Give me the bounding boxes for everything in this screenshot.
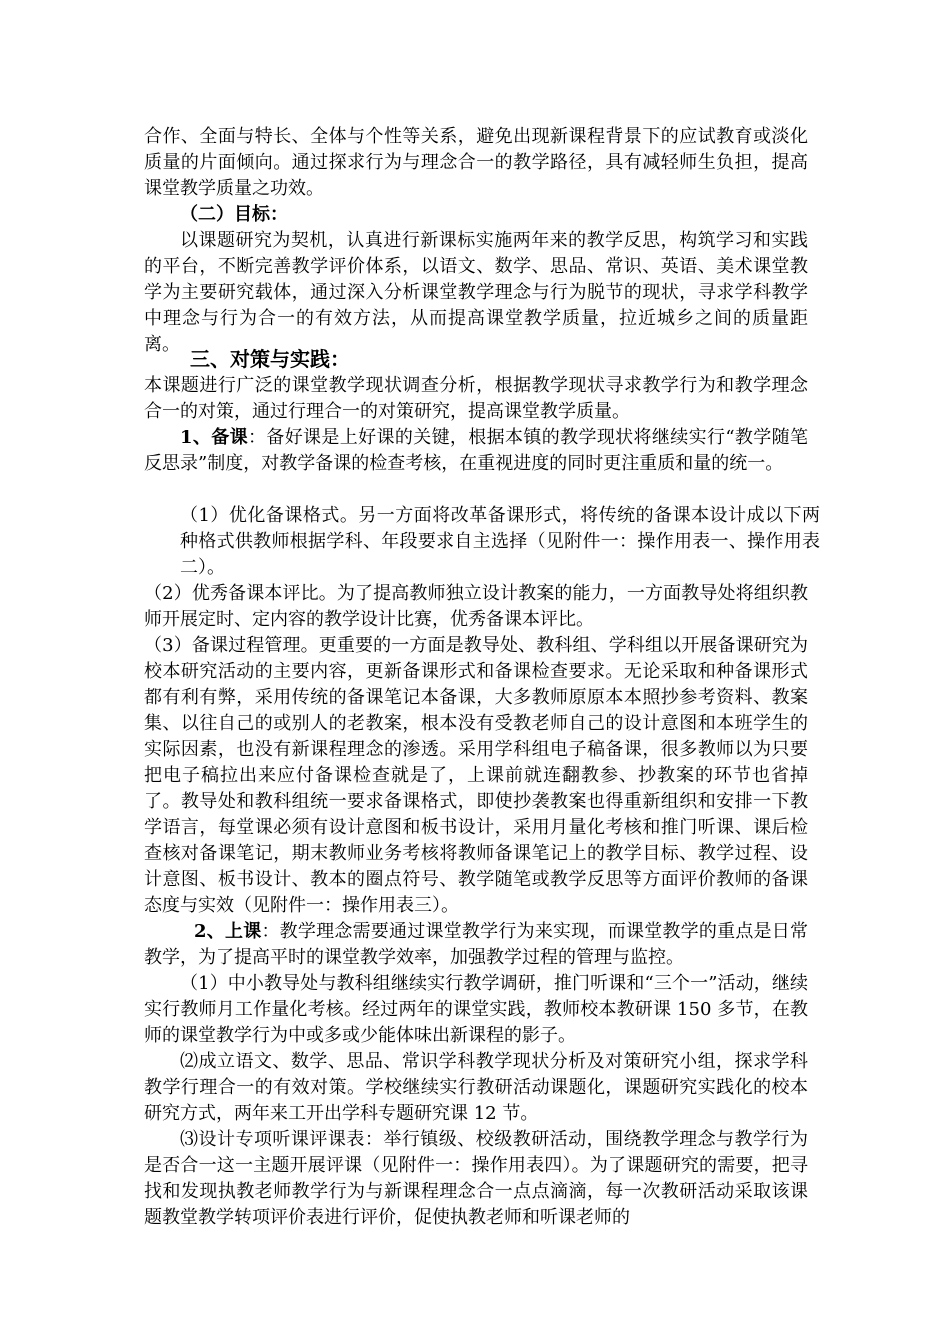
paragraph-prep-item-2: （2）优秀备课本评比。为了提高教师独立设计教案的能力，一方面教导处将组织教师开展定时、定内容的教学设计比赛，优秀备课本评比。 — [144, 583, 808, 630]
paragraph-prep-item-3: （3）备课过程管理。更重要的一方面是教导处、教科组、学科组以开展备课研究为校本研究活动的主要内容，更新备课形式和备课检查要求。无论采取和种备课形式都有利有弊，采用传统的备课笔记本备课，大多教师原原本本照抄参考资料、教案集、以往自己的或别人的老教案，根本没有受教老师自己的设计意图和本班学生的实际因素，也没有新课程理念的渗透。采用学科组电子稿备课，很多教师以为只要把电子稿拉出来应付备课检查就是了，上课前就连翻教参、抄教案的环节也省掉了。教导处和教科组统一要求备课格式，即使抄袭教案也得重新组织和安排一下教学语言，每堂课必须有设计意图和板书设计，采用月量化考核和推门听课、课后检查核对备课笔记，期末教师业务考核将教师备课笔记上的教学目标、教学过程、设计意图、板书设计、教本的圈点符号、教学随笔或教学反思等方面评价教师的备课态度与实效（见附件一：操作用表三）。 — [144, 635, 808, 916]
paragraph-class — [144, 919, 808, 971]
section3-heading: 三、对策与实践： — [190, 347, 350, 371]
class-text: ：教学理念需要通过课堂教学行为来实现，而课堂教学的重点是日常教学，为了提高平时的课堂教学效率，加强教学过程的管理与监控。 — [144, 921, 808, 968]
paragraph-class-item-1: （1）中小教导处与教科组继续实行教学调研，推门听课和“三个一”活动，继续实行教师月工作量化考核。经过两年的课堂实践，教师校本教研课 150 多节，在教师的课堂教学行为中或多或少能体味出新课程的影子。 — [144, 973, 808, 1046]
goal-heading: （二）目标： — [180, 204, 288, 225]
paragraph-goal: 以课题研究为契机，认真进行新课标实施两年来的教学反思，构筑学习和实践的平台，不断完善教学评价体系，以语文、数学、思品、常识、英语、美术课堂教学为主要研究载体，通过深入分析课堂教学理念与行为脱节的现状，寻求学科教学中理念与行为合一的有效方法，从而提高课堂教学质量，拉近城乡之间的质量距离。 — [144, 230, 808, 355]
paragraph-section3-intro: 本课题进行广泛的课堂教学现状调查分析，根据教学现状寻求教学行为和教学理念合一的对策，通过行理合一的对策研究，提高课堂教学质量。 — [144, 375, 808, 422]
class-label: 2、上课 — [194, 921, 262, 942]
paragraph-class-item-2: ⑵成立语文、数学、思品、常识学科教学现状分析及对策研究小组，探求学科教学行理合一的有效对策。学校继续实行教研活动课题化，课题研究实践化的校本研究方式，两年来工开出学科专题研究课 12 节。 — [144, 1051, 808, 1124]
paragraph-prep-item-1 — [180, 503, 820, 581]
paragraph-lesson-prep — [144, 425, 808, 477]
prep-item-1-text: （1）优化备课格式。另一方面将改革备课形式，将传统的备课本设计成以下两种格式供教师根据学科、年段要求自主选择（见附件一：操作用表一、操作用表二）。 — [180, 505, 820, 578]
lesson-prep-text: ：备好课是上好课的关键，根据本镇的教学现状将继续实行“教学随笔反思录”制度，对教学备课的检查考核，在重视进度的同时更注重质和量的统一。 — [144, 427, 808, 474]
paragraph-class-item-3: ⑶设计专项听课评课表：举行镇级、校级教研活动，围绕教学理念与教学行为是否合一这一主题开展评课（见附件一：操作用表四）。为了课题研究的需要，把寻找和发现执教老师教学行为与新课程理念合一点点滴滴，每一次教研活动采取该课题教堂教学转项评价表进行评价，促使执教老师和听课老师的 — [144, 1129, 808, 1228]
paragraph-intro-continuation: 合作、全面与特长、全体与个性等关系，避免出现新课程背景下的应试教育或淡化质量的片面倾向。通过探求行为与理念合一的教学路径，具有减轻师生负担，提高课堂教学质量之功效。 — [144, 126, 808, 199]
lesson-prep-label: 1、备课 — [180, 427, 248, 448]
